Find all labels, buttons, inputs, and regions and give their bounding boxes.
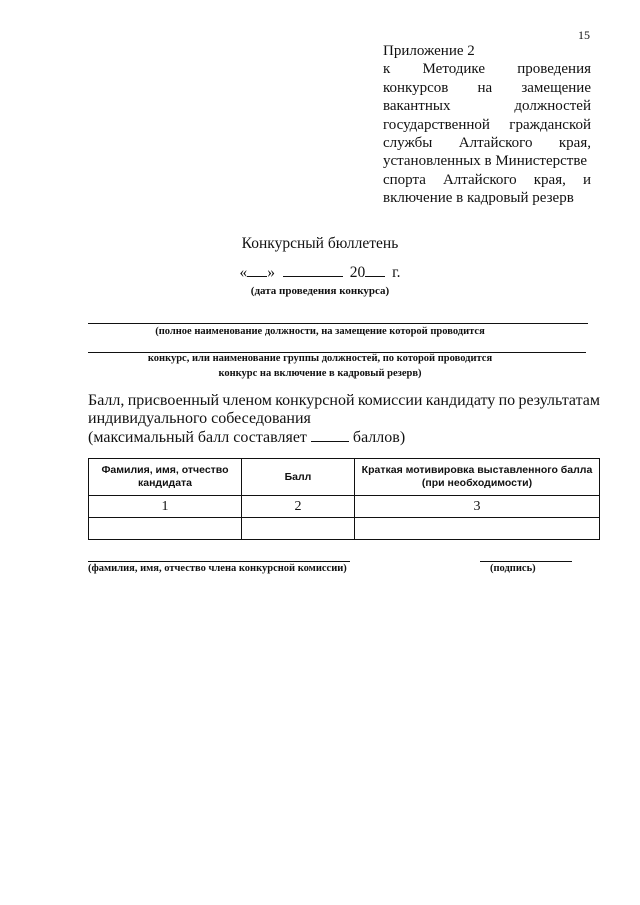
appendix-word: службы: [383, 135, 433, 152]
score-table: [88, 458, 600, 540]
appendix-line-8: [383, 171, 591, 189]
date-caption: (дата проведения конкурса): [250, 285, 390, 297]
appendix-word: вакантных: [383, 98, 451, 115]
page-number: 15: [578, 28, 590, 42]
appendix-line-7: установленных в Министерстве: [383, 153, 587, 170]
score-word: кандидату: [425, 392, 496, 409]
appendix-word: должностей: [514, 98, 591, 115]
column-number: 3: [355, 496, 600, 518]
position-caption-3: конкурс на включение в кадровый резерв): [218, 368, 422, 379]
score-word: присвоенный: [127, 392, 220, 409]
appendix-word: края,: [558, 135, 591, 152]
month-blank[interactable]: [283, 263, 343, 277]
date-close-quote: »: [267, 264, 275, 281]
position-line-1[interactable]: [88, 323, 588, 324]
score-word: конкурсной: [275, 392, 355, 409]
appendix-word: Методике: [422, 61, 486, 78]
score-line-1: [88, 392, 600, 410]
position-caption-1: (полное наименование должности, на замещение которой проводится: [155, 326, 485, 337]
appendix-line-9: включение в кадровый резерв: [383, 190, 574, 207]
appendix-word: государственной: [383, 116, 490, 133]
appendix-line-5: [383, 116, 591, 134]
appendix-line-3: [383, 79, 591, 97]
year-blank[interactable]: [365, 263, 385, 277]
fio-caption: (фамилия, имя, отчество члена конкурсной комиссии): [88, 563, 347, 574]
date-field[interactable]: [0, 263, 640, 282]
motivation-cell[interactable]: [355, 518, 600, 540]
position-caption-2: конкурс, или наименование группы должностей, по которой проводится: [147, 353, 493, 364]
appendix-word: края,: [533, 171, 566, 188]
column-number: 1: [89, 496, 242, 518]
score-word: комиссии: [357, 392, 423, 409]
appendix-word: конкурсов: [383, 79, 449, 96]
score-word: Балл,: [88, 392, 125, 409]
appendix-title: Приложение 2: [383, 43, 475, 59]
table-row: [89, 518, 600, 540]
max-score-label: (максимальный балл составляет: [88, 429, 307, 446]
appendix-word: Алтайского: [442, 171, 517, 188]
appendix-line-2: [383, 60, 591, 78]
signature-line[interactable]: [480, 561, 572, 562]
fio-signature-line[interactable]: [88, 561, 350, 562]
year-suffix: г.: [392, 264, 401, 281]
date-open-quote: «: [239, 264, 248, 281]
appendix-line-6: [383, 134, 591, 152]
day-blank[interactable]: [247, 263, 267, 277]
score-word: членом: [222, 392, 272, 409]
header-candidate-name: Фамилия, имя, отчество кандидата: [89, 459, 242, 496]
candidate-name-cell[interactable]: [89, 518, 242, 540]
table-header-row: [89, 459, 600, 496]
score-cell[interactable]: [242, 518, 355, 540]
appendix-word: к: [383, 61, 391, 78]
appendix-word: проведения: [517, 61, 591, 78]
table-number-row: [89, 496, 600, 518]
score-description: [88, 392, 600, 447]
bulletin-title: Конкурсный бюллетень: [241, 235, 399, 252]
appendix-word: Алтайского: [458, 135, 533, 152]
header-score: Балл: [242, 459, 355, 496]
score-line-2: индивидуального собеседования: [88, 410, 311, 427]
max-score-unit: баллов): [352, 429, 406, 446]
column-number: 2: [242, 496, 355, 518]
appendix-word: замещение: [521, 79, 591, 96]
appendix-word: спорта: [383, 171, 426, 188]
year-prefix: 20: [349, 264, 366, 281]
max-score-blank[interactable]: [311, 428, 349, 442]
appendix-reference: [383, 42, 591, 208]
score-word: результатам: [518, 392, 600, 409]
appendix-line-4: [383, 97, 591, 115]
score-line-3: [88, 428, 600, 447]
header-motivation: Краткая мотивировка выставленного балла (при необходимости): [355, 459, 600, 496]
appendix-word: на: [477, 79, 493, 96]
score-word: по: [498, 392, 516, 409]
appendix-word: гражданской: [509, 116, 591, 133]
signature-caption: (подпись): [490, 563, 536, 574]
appendix-word: и: [582, 171, 591, 188]
